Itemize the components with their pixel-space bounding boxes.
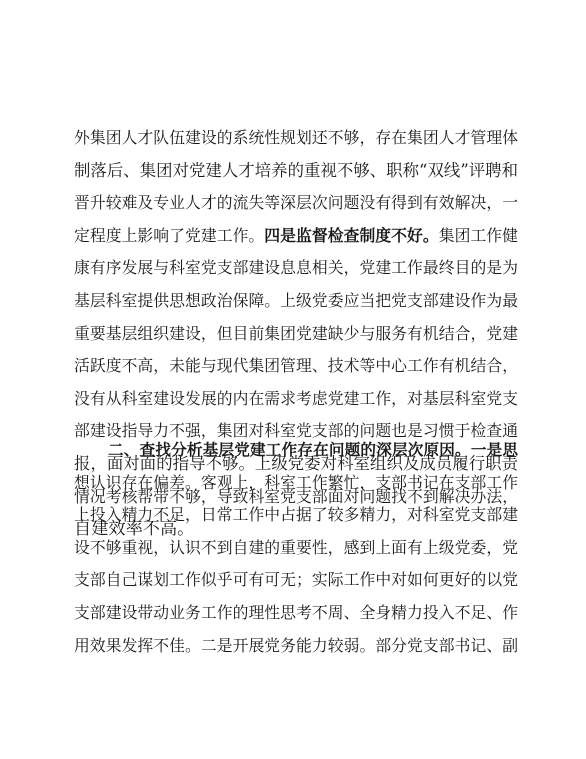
text-run: 自建效率不高。 xyxy=(74,519,195,540)
text-run: 定程度上影响了党建工作。 xyxy=(74,225,265,245)
text-run: 情况考核帮带不够，导致科室党支部面对问题找不到解决办法， xyxy=(74,486,518,506)
p1-line-5 xyxy=(74,252,518,285)
p1-line-2 xyxy=(74,155,518,188)
p1-line-3 xyxy=(74,187,518,220)
text-run: 晋升较难及专业人才的流失等深层次问题没有得到有效解决，一 xyxy=(74,193,518,213)
text-run: 制落后、集团对党建人才培养的重视不够、职称“双线”评聘和 xyxy=(74,160,518,180)
text-run: 想认识存在偏差。客观上，科室工作繁忙，支部书记在支部工作 xyxy=(74,472,518,492)
p2-line-7 xyxy=(74,630,518,663)
p1-line-6 xyxy=(74,285,518,318)
p2-line-1 xyxy=(74,434,518,467)
section-heading-run: 二、查找分析基层党建工作存在问题的深层次原因。 xyxy=(108,441,471,459)
text-run: 支部自己谋划工作似乎可有可无；实际工作中对如何更好的以党 xyxy=(74,570,518,590)
p1-line-8 xyxy=(74,350,518,383)
text-run: 报，面对面的指导不够。上级党委对科室组织及成员履行职责 xyxy=(74,453,518,473)
text-run: 设不够重视，认识不到自建的重要性，感到上面有上级党委，党 xyxy=(74,537,518,557)
text-run: 上投入精力不足，日常工作中占据了较多精力，对科室党支部建 xyxy=(74,505,518,525)
text-run: 集团工作健 xyxy=(438,225,518,245)
p1-line-7 xyxy=(74,318,518,351)
paragraph-2 xyxy=(74,434,518,662)
text-run: 用效果发挥不佳。二是开展党务能力较弱。部分党支部书记、副 xyxy=(74,635,518,655)
bold-heading-run: 四是监督检查制度不好。 xyxy=(264,225,439,245)
text-run: 部建设指导力不强，集团对科室党支部的问题也是习惯于检查通 xyxy=(74,421,518,441)
bold-heading-run: 一是思 xyxy=(470,441,518,459)
p2-line-5 xyxy=(74,564,518,597)
text-run: 活跃度不高，未能与现代集团管理、技术等中心工作有机结合， xyxy=(74,356,518,376)
text-run: 支部建设带动业务工作的理性思考不周、全身精力投入不足、作 xyxy=(74,602,518,622)
text-run: 康有序发展与科室党支部建设息息相关，党建工作最终目的是为 xyxy=(74,258,518,278)
p2-line-2 xyxy=(74,467,518,500)
p1-line-9 xyxy=(74,383,518,416)
text-run: 没有从科室建设发展的内在需求考虑党建工作，对基层科室党支 xyxy=(74,388,518,408)
text-run: 外集团人才队伍建设的系统性规划还不够，存在集团人才管理体 xyxy=(74,128,518,147)
p1-line-4 xyxy=(74,220,518,253)
p2-line-3 xyxy=(74,499,518,532)
text-run: 基层科室提供思想政治保障。上级党委应当把党支部建设作为最 xyxy=(74,290,518,310)
p2-line-4 xyxy=(74,532,518,565)
text-run: 重要基层组织建设，但目前集团党建缺少与服务有机结合，党建 xyxy=(74,323,518,343)
p1-line-1 xyxy=(74,122,518,155)
p2-line-6 xyxy=(74,597,518,630)
